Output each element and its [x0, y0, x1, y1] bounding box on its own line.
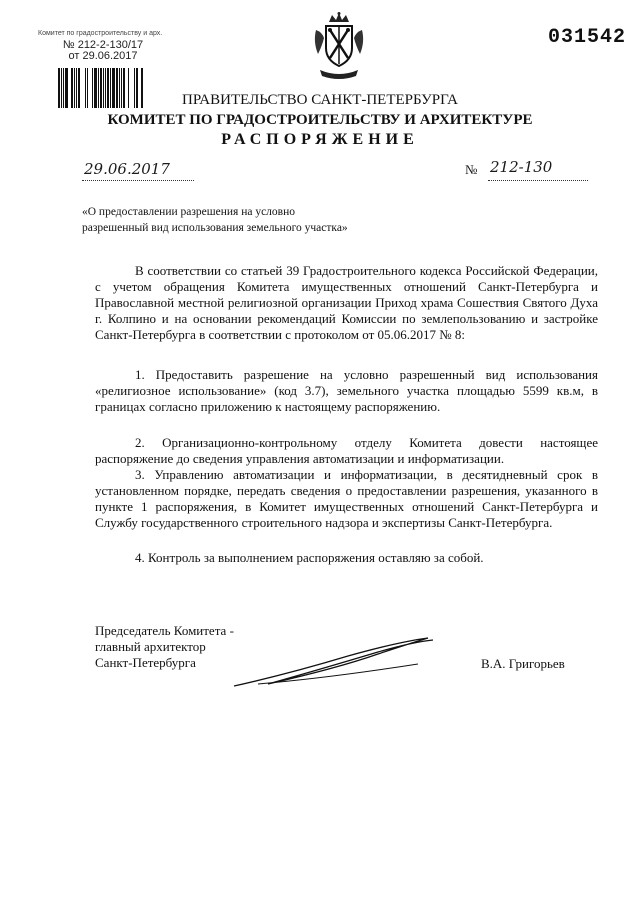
position-line: главный архитектор: [95, 639, 206, 654]
position-line: Председатель Комитета -: [95, 623, 234, 638]
position-line: Санкт-Петербурга: [95, 655, 196, 670]
signatory-position: [95, 623, 234, 671]
stamp-reg-date: от 29.06.2017: [68, 50, 138, 62]
stamp-reg-number: № 212-2-130/17: [62, 39, 144, 51]
list-item: 1. Предоставить разрешение на условно разрешенный вид использования «религиозное использование» (код 3.7), земельного участка площадью 5599 кв.м, в границах согласно приложению к настоящему распоряжению.: [95, 367, 598, 414]
committee-title: КОМИТЕТ ПО ГРАДОСТРОИТЕЛЬСТВУ И АРХИТЕКТУРЕ: [107, 112, 533, 128]
number-label: №: [465, 162, 478, 177]
list-item: 4. Контроль за выполнением распоряжения оставляю за собой.: [135, 550, 484, 565]
signatory-name: В.А. Григорьев: [481, 656, 565, 671]
registration-stamp: [38, 28, 168, 62]
document-type: РАСПОРЯЖЕНИЕ: [221, 131, 419, 148]
serial-number: 031542: [548, 26, 627, 49]
coat-of-arms-icon: [312, 12, 366, 82]
date-underline: [82, 180, 194, 181]
handwritten-signature: [228, 634, 438, 692]
preamble-paragraph: В соответствии со статьей 39 Градостроительного кодекса Российской Федерации, с учетом обращения Комитета имущественных отношений Санкт-Петербурга и Православной местной религиозной организации Приход храма Сошествия Святого Духа г. Колпино и на основании рекомендаций Комиссии по землепользованию и застройке Санкт-Петербурга в соответствии с протоколом от 05.06.2017 № 8:: [95, 263, 598, 342]
number-underline: [488, 180, 588, 181]
document-date: 29.06.2017: [84, 160, 170, 178]
stamp-org-line: Комитет по градостроительству и арх.: [38, 30, 163, 37]
list-item: 3. Управлению автоматизации и информатизации, в десятидневный срок в установленном порядке, передать сведения о предоставлении разрешения, указанного в пункте 1 распоряжения, в Комитет имущественных отношений Санкт-Петербурга и Службу государственного строительного надзора и экспертизы Санкт-Петербурга.: [95, 467, 598, 530]
document-subject: «О предоставлении разрешения на условно разрешенный вид использования земельного участка»: [82, 206, 348, 234]
document-number: 212-130: [490, 158, 553, 176]
government-title: ПРАВИТЕЛЬСТВО САНКТ-ПЕТЕРБУРГА: [182, 92, 458, 108]
list-item: 2. Организационно-контрольному отделу Комитета довести настоящее распоряжение до сведения управления автоматизации и информатизации.: [95, 435, 598, 466]
